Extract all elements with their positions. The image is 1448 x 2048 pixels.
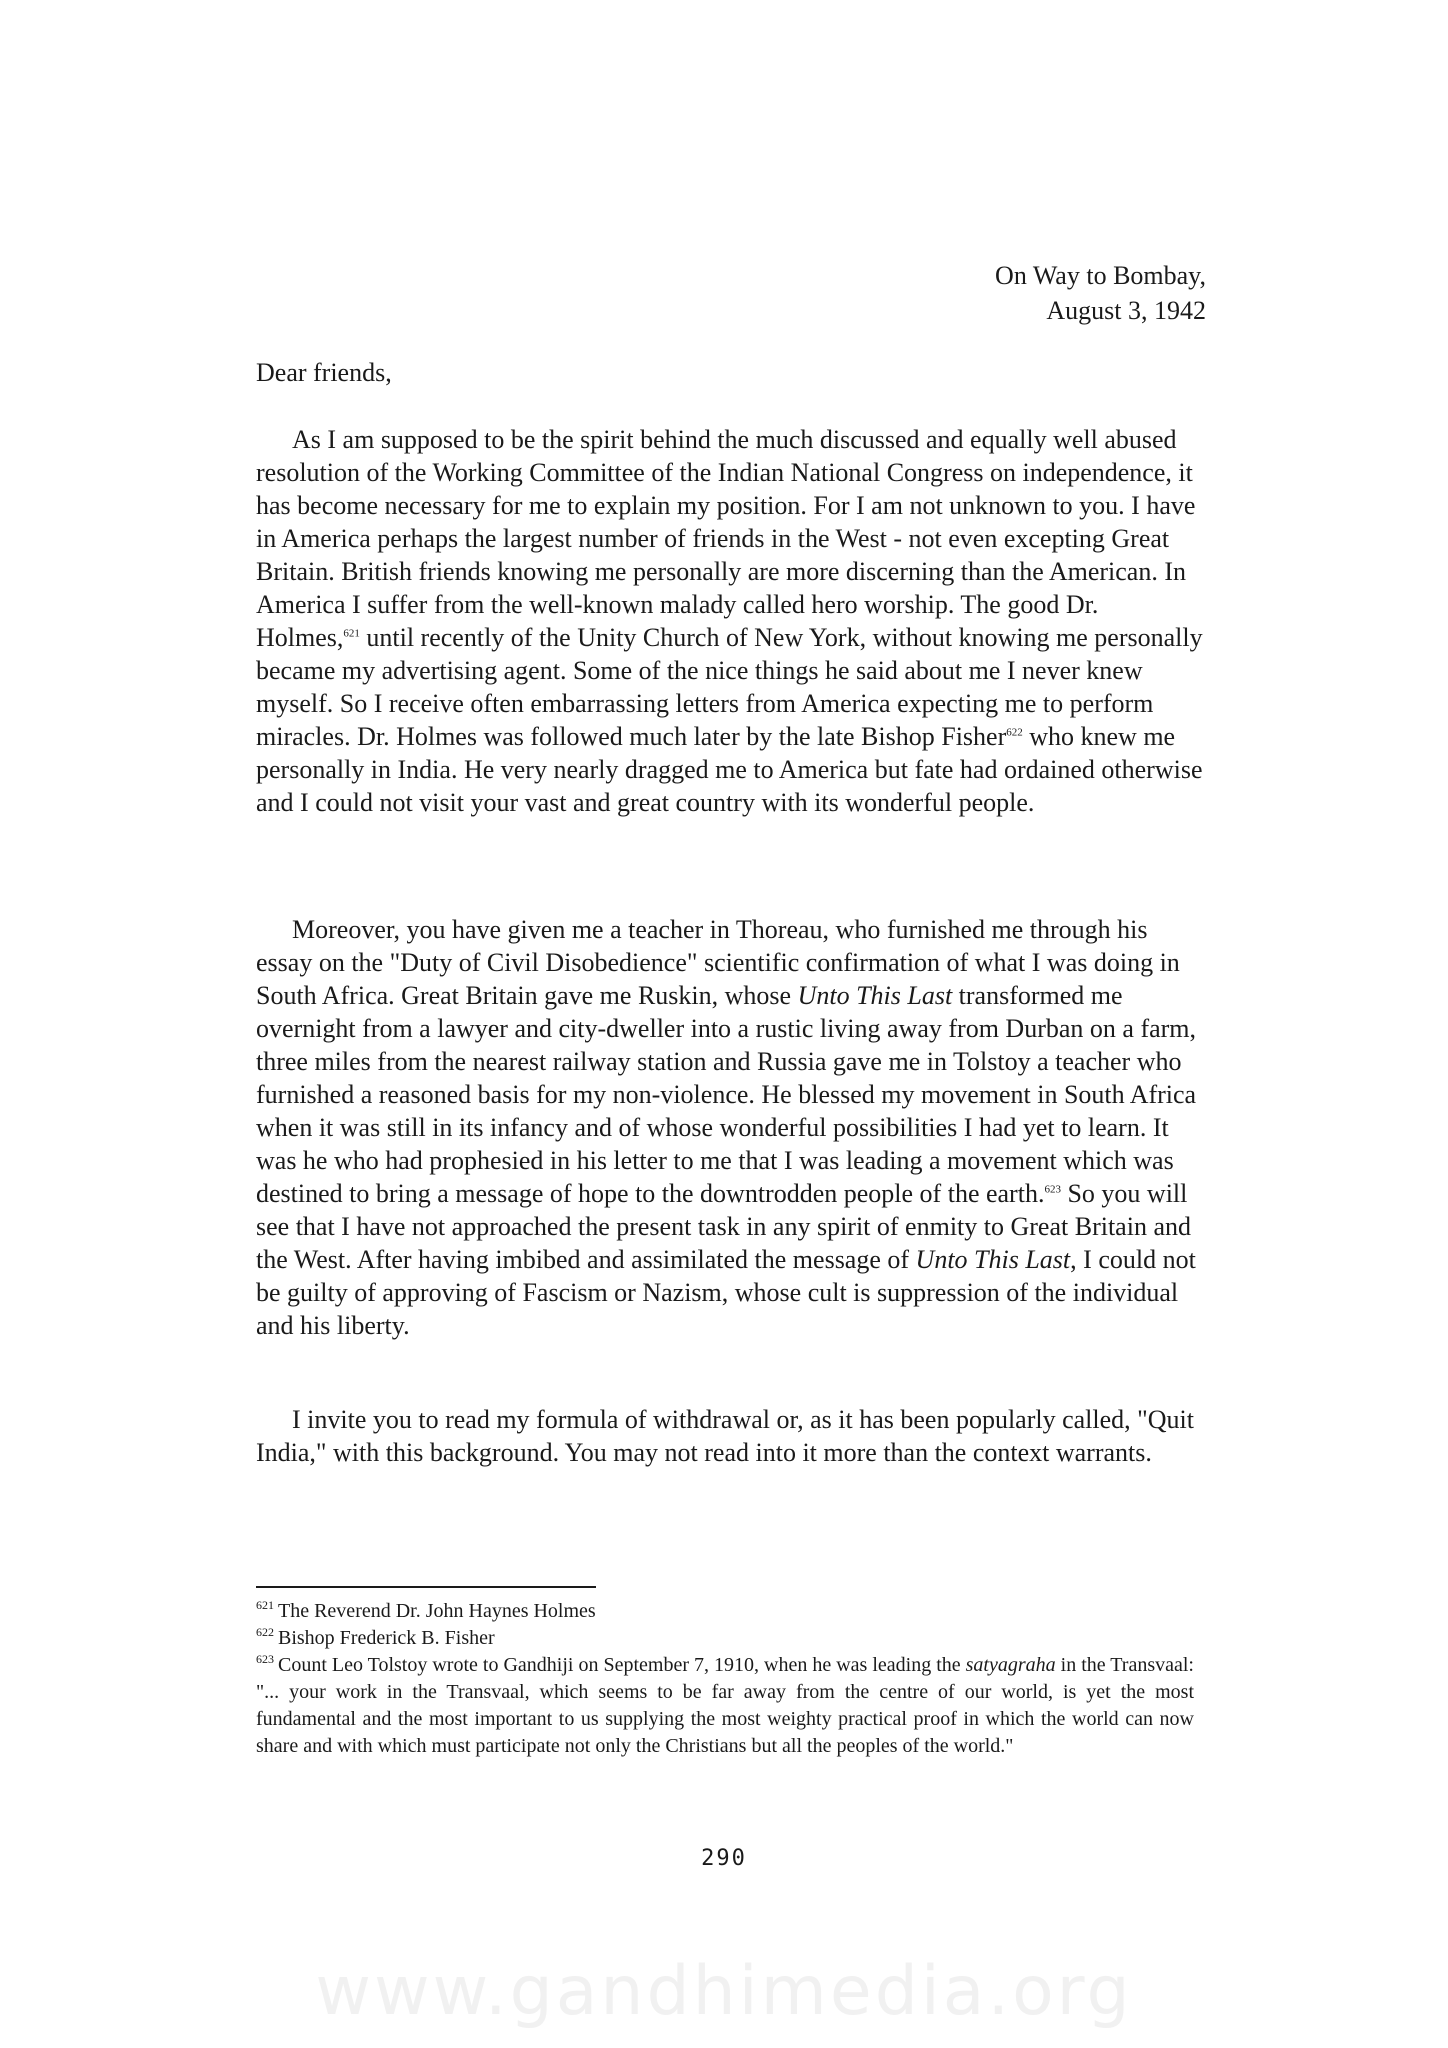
dateline-place: On Way to Bombay, [995,261,1206,290]
footnote-621 [256,1598,1194,1625]
footnote-number: 621 [256,1598,274,1613]
footnote-text: The Reverend Dr. John Haynes Holmes [278,1600,596,1622]
body-paragraph-1 [256,423,1206,819]
footnote-text: Bishop Frederick B. Fisher [278,1627,495,1649]
paragraph-text: until recently of the Unity Church of New York, without knowing me personally became my advertising agent. Some of the nice things he said about me I never knew myself. So I receive often embarrassing letters from America expecting me to perform miracles. Dr. Holmes was followed much later by the late Bishop Fisher [256,623,1203,751]
dateline-date: August 3, 1942 [1046,296,1206,325]
watermark: www.gandhimedia.org [315,1952,1133,2031]
page-number: 290 [701,1846,747,1871]
footnote-reference-622: 622 [1006,726,1023,739]
paragraph-text: Moreover, you have given me a teacher in Thoreau, who furnished me through his essay on the "Duty of Civil Disobedience" scientific confirmation of what I was doing in South Africa. Great Britain gave me Ruskin, whose [256,915,1180,1010]
paragraph-text: , I could not be guilty of approving of Fascism or Nazism, whose cult is suppression of the individual and his liberty. [256,1245,1196,1340]
footnote-divider [256,1586,596,1588]
body-paragraph-2 [256,913,1206,1342]
footnote-number: 623 [256,1652,274,1667]
letter-dateline [995,258,1206,328]
footnote-reference-623: 623 [1044,1183,1061,1196]
footnote-text: in the Transvaal: "... your work in the Transvaal, which seems to be far away from the centre of our world, is yet the most fundamental and the most important to us supplying the most weighty practical proof in which the world can now share and with which must participate not only the Christians but all the peoples of the world." [256,1654,1194,1757]
paragraph-text: transformed me overnight from a lawyer and city-dweller into a rustic living away from Durban on a farm, three miles from the nearest railway station and Russia gave me in Tolstoy a teacher who furnished a reasoned basis for my non-violence. He blessed my movement in South Africa when it was still in its infancy and of whose wonderful possibilities I had yet to learn. It was he who had prophesied in his letter to me that I was leading a movement which was destined to bring a message of hope to the downtrodden people of the earth. [256,981,1197,1208]
footnote-number: 622 [256,1625,274,1640]
footnotes [256,1598,1194,1760]
body-paragraph-3 [256,1403,1206,1469]
footnote-reference-621: 621 [343,627,360,640]
paragraph-text: who knew me personally in India. He very nearly dragged me to America but fate had ordained otherwise and I could not visit your vast and great country with its wonderful people. [256,722,1203,817]
paragraph-text: As I am supposed to be the spirit behind the much discussed and equally well abused resolution of the Working Committee of the Indian National Congress on independence, it has become necessary for me to explain my position. For I am not unknown to you. I have in America perhaps the largest number of friends in the West - not even excepting Great Britain. British friends knowing me personally are more discerning than the American. In America I suffer from the well-known malady called hero worship. The good Dr. Holmes, [256,425,1196,652]
letter-salutation: Dear friends, [256,358,392,387]
paragraph-text: So you will see that I have not approached the present task in any spirit of enmity to Great Britain and the West. After having imbibed and assimilated the message of [256,1179,1191,1274]
book-title: Unto This Last [915,1245,1071,1274]
paragraph-text: I invite you to read my formula of withdrawal or, as it has been popularly called, "Quit India," with this background. You may not read into it more than the context warrants. [256,1405,1194,1467]
book-title: Unto This Last [797,981,953,1010]
footnote-italic-term: satyagraha [965,1654,1056,1676]
footnote-text: Count Leo Tolstoy wrote to Gandhiji on September 7, 1910, when he was leading the [278,1654,966,1676]
footnote-623 [256,1652,1194,1760]
footnote-622 [256,1625,1194,1652]
